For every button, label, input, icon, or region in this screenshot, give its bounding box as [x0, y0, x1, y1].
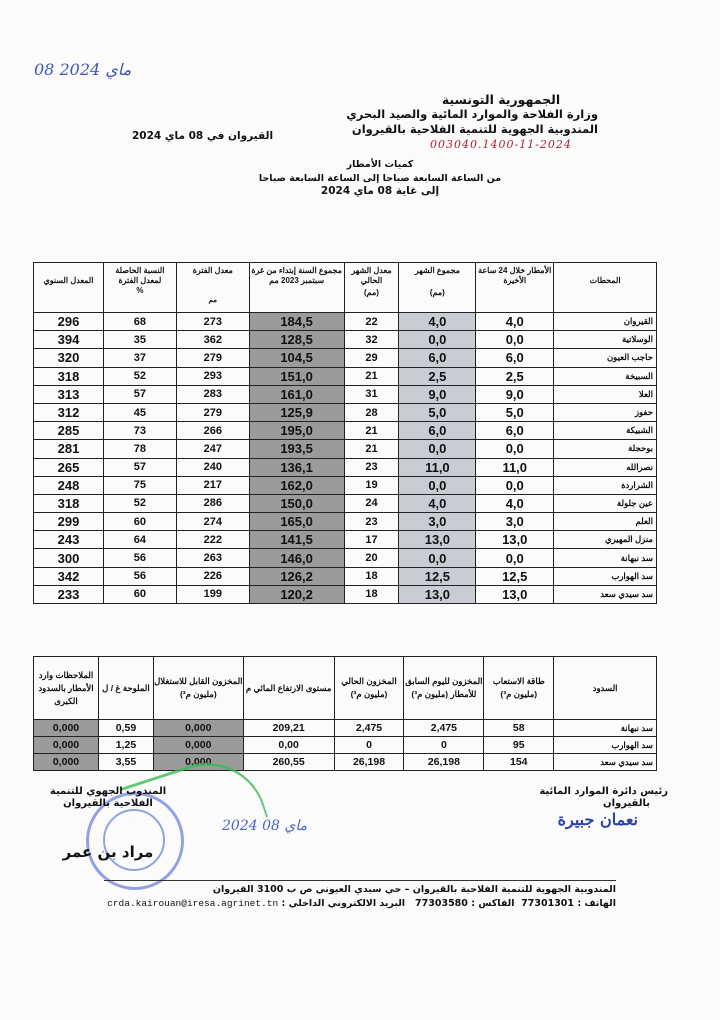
- cell-annual: 265: [34, 458, 104, 476]
- dam-cell-notes: 0,000: [34, 754, 99, 771]
- cell-season: 195,0: [249, 422, 344, 440]
- header-period-avg: معدل الفترة مم: [176, 263, 249, 313]
- cell-month: 12,5: [399, 567, 476, 585]
- cell-last24: 0,0: [476, 331, 554, 349]
- dams-row: [34, 720, 657, 737]
- left-signatory-title: المندوب الجهوي للتنمية: [49, 786, 167, 797]
- cell-last24: 0,0: [476, 549, 554, 567]
- cell-period: 217: [176, 476, 249, 494]
- cell-last24: 12,5: [476, 567, 554, 585]
- letterhead: [318, 92, 598, 137]
- cell-ratio: 56: [103, 549, 176, 567]
- cell-station: السبيخة: [554, 367, 657, 385]
- cell-annual: 313: [34, 385, 104, 403]
- cell-month: 3,0: [399, 513, 476, 531]
- dams-header-row: [34, 657, 657, 720]
- cell-station: الشراردة: [554, 476, 657, 494]
- cell-season: 193,5: [249, 440, 344, 458]
- cell-season: 104,5: [249, 349, 344, 367]
- cell-period: 240: [176, 458, 249, 476]
- dam-cell-salinity: 0,59: [98, 720, 153, 737]
- cell-month-avg: 19: [344, 476, 399, 494]
- cell-season: 165,0: [249, 513, 344, 531]
- cell-period: 222: [176, 531, 249, 549]
- dam-cell-dam: سد الهوارب: [554, 737, 657, 754]
- cell-month: 0,0: [399, 549, 476, 567]
- handwritten-date-stamp: 08 ماي 2024: [34, 60, 132, 79]
- cell-season: 146,0: [249, 549, 344, 567]
- cell-station: نصرالله: [554, 458, 657, 476]
- cell-annual: 320: [34, 349, 104, 367]
- cell-last24: 6,0: [476, 349, 554, 367]
- footer-address: المندوبية الجهوية للتنمية الفلاحية بالقيروان – حي سيدي العيوني ص ب 3100 القيروان: [104, 880, 616, 897]
- cell-month-avg: 23: [344, 458, 399, 476]
- cell-season: 150,0: [249, 494, 344, 512]
- cell-ratio: 60: [103, 513, 176, 531]
- cell-ratio: 52: [103, 367, 176, 385]
- cell-ratio: 52: [103, 494, 176, 512]
- cell-month: 6,0: [399, 349, 476, 367]
- cell-last24: 5,0: [476, 403, 554, 421]
- cell-month: 13,0: [399, 531, 476, 549]
- cell-ratio: 73: [103, 422, 176, 440]
- cell-month: 11,0: [399, 458, 476, 476]
- title-line-3: إلى غاية 08 ماي 2024: [320, 185, 440, 197]
- dams-header-usable: المخزون القابل للاستغلال (مليون م³): [153, 657, 243, 720]
- cell-period: 362: [176, 331, 249, 349]
- cell-ratio: 78: [103, 440, 176, 458]
- cell-station: منزل المهيري: [554, 531, 657, 549]
- cell-last24: 11,0: [476, 458, 554, 476]
- cell-station: الوسلاتية: [554, 331, 657, 349]
- table-row: [34, 331, 657, 349]
- table-row: [34, 567, 657, 585]
- cell-last24: 9,0: [476, 385, 554, 403]
- cell-station: العلم: [554, 513, 657, 531]
- left-signatory-title-2: الفلاحية بالقيروان: [63, 798, 153, 809]
- cell-period: 286: [176, 494, 249, 512]
- header-ratio: النسبة الحاصلة لمعدل الفترة %: [103, 263, 176, 313]
- cell-ratio: 75: [103, 476, 176, 494]
- right-signatory-title: رئيس دائرة الموارد المائية: [539, 786, 668, 797]
- cell-ratio: 56: [103, 567, 176, 585]
- cell-period: 293: [176, 367, 249, 385]
- cell-ratio: 35: [103, 331, 176, 349]
- cell-season: 120,2: [249, 585, 344, 603]
- cell-period: 266: [176, 422, 249, 440]
- header-annual-avg: المعدل السنوي: [34, 263, 104, 313]
- cell-annual: 248: [34, 476, 104, 494]
- title-line-1: كميات الأمطار: [346, 159, 414, 170]
- cell-month-avg: 21: [344, 422, 399, 440]
- dams-header-current-storage: المخزون الحالي (مليون م³): [334, 657, 404, 720]
- cell-month: 0,0: [399, 440, 476, 458]
- cell-last24: 6,0: [476, 422, 554, 440]
- cell-period: 279: [176, 403, 249, 421]
- cell-annual: 312: [34, 403, 104, 421]
- cell-period: 273: [176, 313, 249, 331]
- cell-month-avg: 32: [344, 331, 399, 349]
- cell-annual: 300: [34, 549, 104, 567]
- cell-month-avg: 31: [344, 385, 399, 403]
- dam-cell-level: 209,21: [243, 720, 334, 737]
- dam-cell-salinity: 3,55: [98, 754, 153, 771]
- commissariat-line: المندوبية الجهوية للتنمية الفلاحية بالقيروان: [351, 122, 598, 136]
- dam-cell-notes: 0,000: [34, 737, 99, 754]
- cell-station: سد سيدي سعد: [554, 585, 657, 603]
- footer: [104, 880, 616, 911]
- right-signatory-title-2: بالقيروان: [603, 798, 650, 809]
- dams-header-dam: السدود: [554, 657, 657, 720]
- cell-annual: 233: [34, 585, 104, 603]
- cell-last24: 0,0: [476, 440, 554, 458]
- dam-cell-dam: سد سيدي سعد: [554, 754, 657, 771]
- table-row: [34, 367, 657, 385]
- table-row: [34, 513, 657, 531]
- dam-cell-level: 0,00: [243, 737, 334, 754]
- dam-cell-salinity: 1,25: [98, 737, 153, 754]
- table-row: [34, 585, 657, 603]
- cell-annual: 285: [34, 422, 104, 440]
- cell-ratio: 60: [103, 585, 176, 603]
- cell-ratio: 57: [103, 385, 176, 403]
- cell-month-avg: 20: [344, 549, 399, 567]
- header-last24: الأمطار خلال 24 ساعة الأخيرة: [476, 263, 554, 313]
- cell-period: 263: [176, 549, 249, 567]
- cell-last24: 4,0: [476, 313, 554, 331]
- cell-period: 199: [176, 585, 249, 603]
- table-row: [34, 476, 657, 494]
- dams-header-capacity: طاقة الاستعاب (مليون م³): [484, 657, 554, 720]
- cell-annual: 342: [34, 567, 104, 585]
- place-date: القيروان في 08 ماي 2024: [132, 130, 274, 142]
- document-title: [250, 158, 510, 199]
- cell-station: العلا: [554, 385, 657, 403]
- footer-phone: 77301301: [521, 898, 575, 909]
- cell-month-avg: 17: [344, 531, 399, 549]
- cell-season: 184,5: [249, 313, 344, 331]
- table-row: [34, 549, 657, 567]
- cell-annual: 243: [34, 531, 104, 549]
- dam-cell-capacity: 154: [484, 754, 554, 771]
- table-header-row: [34, 263, 657, 313]
- cell-station: سد الهوارب: [554, 567, 657, 585]
- cell-period: 283: [176, 385, 249, 403]
- cell-last24: 2,5: [476, 367, 554, 385]
- cell-month-avg: 18: [344, 585, 399, 603]
- cell-month: 2,5: [399, 367, 476, 385]
- cell-station: حفوز: [554, 403, 657, 421]
- cell-last24: 4,0: [476, 494, 554, 512]
- table-row: [34, 458, 657, 476]
- dam-cell-usable: 0,000: [153, 754, 243, 771]
- signature-right: [478, 786, 668, 829]
- cell-station: بوحجلة: [554, 440, 657, 458]
- dams-header-prev-storage: المخزون لليوم السابق للأمطار (مليون م³): [404, 657, 484, 720]
- dams-row: [34, 737, 657, 754]
- table-row: [34, 349, 657, 367]
- cell-period: 226: [176, 567, 249, 585]
- dam-cell-prev: 26,198: [404, 754, 484, 771]
- cell-station: سد نبهانة: [554, 549, 657, 567]
- cell-annual: 318: [34, 494, 104, 512]
- right-signatory-name: نعمان جبيرة: [557, 810, 638, 829]
- cell-annual: 394: [34, 331, 104, 349]
- cell-season: 162,0: [249, 476, 344, 494]
- cell-season: 141,5: [249, 531, 344, 549]
- cell-last24: 3,0: [476, 513, 554, 531]
- header-month-avg: معدل الشهر الحالي (مم): [344, 263, 399, 313]
- cell-season: 136,1: [249, 458, 344, 476]
- cell-season: 125,9: [249, 403, 344, 421]
- dam-cell-notes: 0,000: [34, 720, 99, 737]
- dam-cell-capacity: 58: [484, 720, 554, 737]
- cell-month-avg: 29: [344, 349, 399, 367]
- dam-cell-usable: 0,000: [153, 720, 243, 737]
- cell-month: 13,0: [399, 585, 476, 603]
- cell-period: 247: [176, 440, 249, 458]
- title-line-2: من الساعة السابعة صباحا إلى الساعة السابعة صباحا: [258, 172, 502, 184]
- cell-month-avg: 24: [344, 494, 399, 512]
- table-row: [34, 531, 657, 549]
- cell-station: الشبيكة: [554, 422, 657, 440]
- dam-cell-usable: 0,000: [153, 737, 243, 754]
- cell-month: 0,0: [399, 476, 476, 494]
- cell-month-avg: 22: [344, 313, 399, 331]
- cell-station: عين جلولة: [554, 494, 657, 512]
- dam-cell-current: 2,475: [334, 720, 404, 737]
- signature-left: [48, 786, 168, 861]
- cell-station: حاجب العيون: [554, 349, 657, 367]
- cell-month-avg: 28: [344, 403, 399, 421]
- ministry-line: وزارة الفلاحة والموارد المائية والصيد البحري: [346, 107, 598, 121]
- cell-month-avg: 21: [344, 367, 399, 385]
- cell-ratio: 64: [103, 531, 176, 549]
- table-row: [34, 313, 657, 331]
- dams-table: [33, 656, 657, 771]
- dam-cell-current: 0: [334, 737, 404, 754]
- cell-ratio: 68: [103, 313, 176, 331]
- cell-month-avg: 21: [344, 440, 399, 458]
- cell-season: 128,5: [249, 331, 344, 349]
- cell-month-avg: 23: [344, 513, 399, 531]
- table-row: [34, 385, 657, 403]
- cell-month: 4,0: [399, 313, 476, 331]
- cell-annual: 299: [34, 513, 104, 531]
- header-month-total: مجموع الشهر (مم): [399, 263, 476, 313]
- footer-fax: 77303580: [415, 898, 468, 909]
- cell-month: 4,0: [399, 494, 476, 512]
- rainfall-table: [33, 262, 657, 604]
- cell-month: 0,0: [399, 331, 476, 349]
- cell-period: 274: [176, 513, 249, 531]
- cell-ratio: 45: [103, 403, 176, 421]
- dam-cell-capacity: 95: [484, 737, 554, 754]
- dams-header-level: مستوى الارتفاع المائي م: [243, 657, 334, 720]
- cell-annual: 281: [34, 440, 104, 458]
- dam-cell-prev: 0: [404, 737, 484, 754]
- cell-ratio: 57: [103, 458, 176, 476]
- header-season-total: مجموع السنة إبتداء من غرة سبتمبر 2023 مم: [249, 263, 344, 313]
- dams-header-salinity: الملوحة غ / ل: [98, 657, 153, 720]
- dam-cell-current: 26,198: [334, 754, 404, 771]
- cell-last24: 13,0: [476, 585, 554, 603]
- table-row: [34, 440, 657, 458]
- table-row: [34, 422, 657, 440]
- footer-email[interactable]: crda.kairouan@iresa.agrinet.tn: [107, 898, 279, 909]
- table-row: [34, 494, 657, 512]
- cell-period: 279: [176, 349, 249, 367]
- header-station: المحطات: [554, 263, 657, 313]
- dam-cell-dam: سد نبهانة: [554, 720, 657, 737]
- dams-header-notes: الملاحظات وارد الأمطار بالسدود الكبرى: [34, 657, 99, 720]
- dam-cell-level: 260,55: [243, 754, 334, 771]
- cell-season: 151,0: [249, 367, 344, 385]
- footer-contacts: الهاتف : 77301301 الفاكس : 77303580 البريد الالكتروني الداخلي : crda.kairouan@iresa.agrinet.tn: [107, 898, 616, 909]
- cell-station: القيروان: [554, 313, 657, 331]
- dam-cell-prev: 2,475: [404, 720, 484, 737]
- cell-annual: 296: [34, 313, 104, 331]
- cell-season: 161,0: [249, 385, 344, 403]
- cell-last24: 13,0: [476, 531, 554, 549]
- cell-month-avg: 18: [344, 567, 399, 585]
- cell-month: 5,0: [399, 403, 476, 421]
- cell-last24: 0,0: [476, 476, 554, 494]
- cell-ratio: 37: [103, 349, 176, 367]
- cell-month: 6,0: [399, 422, 476, 440]
- cell-season: 126,2: [249, 567, 344, 585]
- reference-number: 003040.1400-11-2024: [430, 138, 572, 151]
- left-signatory-name: مراد بن عمر: [62, 843, 154, 861]
- table-row: [34, 403, 657, 421]
- cell-month: 9,0: [399, 385, 476, 403]
- cell-annual: 318: [34, 367, 104, 385]
- dams-row: [34, 754, 657, 771]
- republic-line: الجمهورية التونسية: [441, 92, 561, 107]
- stamp-date-2: 2024 ماي 08: [222, 818, 308, 834]
